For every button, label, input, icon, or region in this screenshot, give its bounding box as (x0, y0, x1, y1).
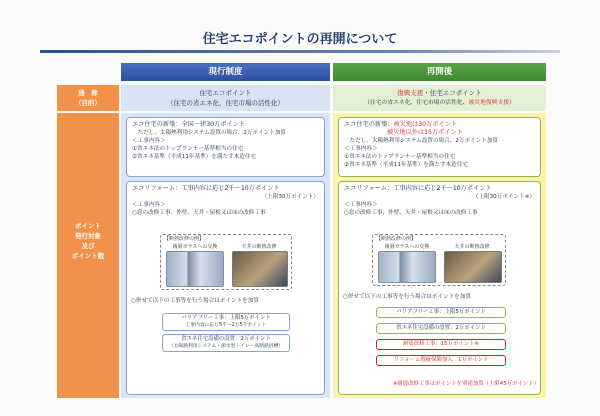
pill-line: 工事内容に応じ5千～2万5千ポイント (185, 323, 267, 328)
addition-text: ○併せて以下の工事等を行う場合はポイントを加算 (343, 294, 471, 300)
pill-equipment (162, 334, 290, 352)
purpose-line (333, 88, 546, 98)
newbuild-heading: エコ住宅の新築：全国一律30万ポイント (132, 121, 246, 128)
column-header-current: 現行制度 (121, 63, 330, 81)
example-title: 【断熱改修の例】 (164, 236, 205, 242)
newbuild-red-text: 被災地以外は15万ポイント (387, 129, 463, 136)
purpose-text: （住宅の省エネ化、住宅市場の活性化、 (364, 100, 469, 106)
double-glazing-photo (166, 251, 224, 287)
pill-equipment: 省エネ住宅設備の設置：2万ポイント (376, 323, 506, 334)
reform-line: ＜工事内容＞ (344, 202, 378, 208)
purpose-red-text: 被災地復興支援 (468, 100, 510, 106)
newbuild-line: ①省エネ法のトップランナー基準相当の住宅 (132, 146, 244, 152)
newbuild-line: ①省エネ法のトップランナー基準相当の住宅 (344, 154, 456, 160)
reform-line: ○窓の改修工事、外壁、天井・屋根又は床の改修工事 (344, 210, 478, 216)
row-label-purpose (57, 85, 119, 111)
row-label-line: （目的） (75, 99, 101, 107)
newbuild-heading (344, 121, 535, 129)
addition-text: ○併せて以下の工事等を行う場合はポイントを加算 (131, 298, 259, 304)
row-label-line: ポイント数 (71, 252, 105, 260)
newbuild-head: エコ住宅の新築： (344, 121, 394, 128)
reform-line: （上限30万ポイント※） (472, 194, 535, 200)
photo-caption: 天井の断熱改修 (241, 244, 277, 250)
newbuild-line: ②省エネ基準（平成11年基準）を満たす木造住宅 (344, 162, 469, 168)
pill-defect-insurance: リフォーム瑕疵保険加入：1万ポイント (376, 355, 506, 366)
newbuild-line: ただし、太陽熱利用システム設置の場合、2万ポイント加算 (344, 138, 499, 144)
row-label-line: ポイント (75, 222, 101, 230)
pill-barrierfree (162, 313, 290, 331)
pill-barrierfree: バリアフリー工事：上限5万ポイント (376, 307, 506, 318)
seismic-note: ※耐震改修工事はポイントを別途加算（上限45万ポイント） (392, 381, 539, 387)
ceiling-insulation-photo (232, 251, 288, 287)
page-title: 住宅エコポイントの再開について (202, 32, 398, 47)
new-newbuild-box (338, 117, 541, 177)
purpose-current (121, 85, 330, 111)
purpose-line: （住宅の省エネ化、住宅市場の活性化） (167, 99, 284, 107)
row-label-line: 及び (81, 242, 95, 250)
purpose-line: 住宅エコポイント (199, 89, 252, 97)
title-underline (40, 50, 560, 53)
pill-seismic: 耐震改修工事：15万ポイント※ (376, 339, 506, 350)
photo-caption: 複層ガラスへの交換 (172, 244, 218, 250)
photo-caption: 複層ガラスへの交換 (384, 244, 430, 250)
row-label-line: 発行対象 (75, 232, 101, 240)
double-glazing-photo (378, 251, 436, 283)
row-label-line: 通 称 (78, 89, 98, 97)
newbuild-line: ②省エネ基準（平成11年基準）を満たす木造住宅 (132, 154, 257, 160)
column-header-new: 再開後 (333, 63, 546, 81)
reform-line: ＜工事内容＞ (132, 202, 166, 208)
reform-line: （上限30万ポイント） (261, 194, 319, 200)
reform-heading: エコリフォーム：工事内容に応じ2千～10万ポイント (344, 185, 492, 192)
purpose-line (333, 98, 546, 108)
row-label-points (57, 113, 119, 398)
purpose-red-text: 復興支援 (397, 89, 424, 97)
pill-line: （太陽熱利用システム・節水型トイレ・高断熱浴槽） (168, 344, 284, 349)
newbuild-red-text: 被災地は30万ポイント (393, 121, 458, 128)
purpose-text: ・住宅エコポイント (423, 89, 482, 97)
newbuild-line: ＜工事内容＞ (344, 146, 378, 152)
purpose-new (333, 85, 546, 111)
pill-line: 省エネ住宅設備の設置：2万ポイント (181, 336, 271, 342)
current-newbuild-box (126, 117, 325, 177)
reform-line: ○窓の改修工事、外壁、天井・屋根又は床の改修工事 (132, 210, 266, 216)
pill-line: バリアフリー工事：上限5万ポイント (181, 315, 271, 321)
purpose-text: ） (509, 100, 515, 106)
ceiling-insulation-photo (444, 251, 502, 283)
newbuild-line: ＜工事内容＞ (132, 138, 166, 144)
reform-heading: エコリフォーム：工事内容に応じ2千～10万ポイント (132, 185, 280, 192)
newbuild-line: ただし、太陽熱利用システム設置の場合、2万ポイント加算 (132, 130, 287, 136)
example-title: 【断熱改修の例】 (376, 236, 417, 242)
photo-caption: 天井の断熱改修 (454, 244, 490, 250)
